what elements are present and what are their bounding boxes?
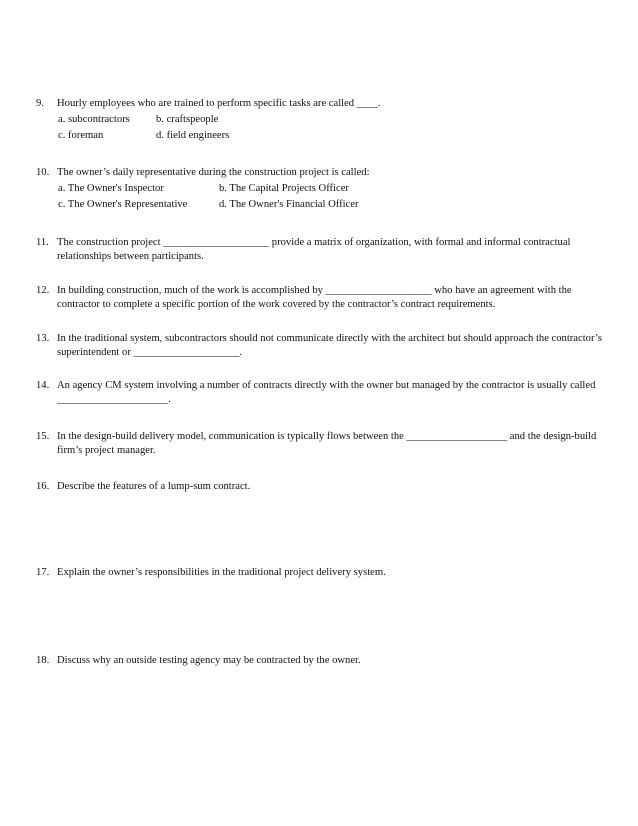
option-c: c. The Owner's Representative [58,199,188,210]
question-text: Describe the features of a lump-sum contract. [57,481,251,492]
question-text: Hourly employees who are trained to perform specific tasks are called ____. [57,98,381,109]
question-number: 10. [36,167,50,178]
option-d: d. The Owner's Financial Officer [219,199,359,210]
question-number: 16. [36,481,50,492]
option-a: a. The Owner's Inspector [58,183,164,194]
question-text: Explain the owner’s responsibilities in the traditional project delivery system. [57,567,386,578]
question-number: 12. [36,285,50,296]
option-c: c. foreman [58,130,104,141]
question-number: 17. [36,567,50,578]
question-text: In the traditional system, subcontractors should not communicate directly with the architect but should approach the contractor’s superintendent or ____________________. [57,333,602,358]
question-text: The construction project ____________________ provide a matrix of organization, with formal and informal contractual relationships between participants. [57,237,571,262]
option-b: b. The Capital Projects Officer [219,183,349,194]
question-text: Discuss why an outside testing agency may be contracted by the owner. [57,655,361,666]
option-b: b. craftspeople [156,114,219,125]
question-number: 15. [36,431,50,442]
question-text: In building construction, much of the work is accomplished by ____________________ who have an agreement with the contractor to complete a specific portion of the work covered by the contractor’s contract requirements. [57,285,572,310]
question-number: 14. [36,380,50,391]
question-text: The owner’s daily representative during the construction project is called: [57,167,370,178]
option-d: d. field engineers [156,130,230,141]
question-number: 18. [36,655,50,666]
option-a: a. subcontractors [58,114,130,125]
question-text: An agency CM system involving a number of contracts directly with the owner but managed by the contractor is usually called _____________________. [57,380,596,405]
question-number: 9. [36,98,44,109]
question-text: In the design-build delivery model, communication is typically flows between the ___________________ and the design-build firm’s project manager. [57,431,597,456]
question-number: 11. [36,237,49,248]
question-number: 13. [36,333,50,344]
